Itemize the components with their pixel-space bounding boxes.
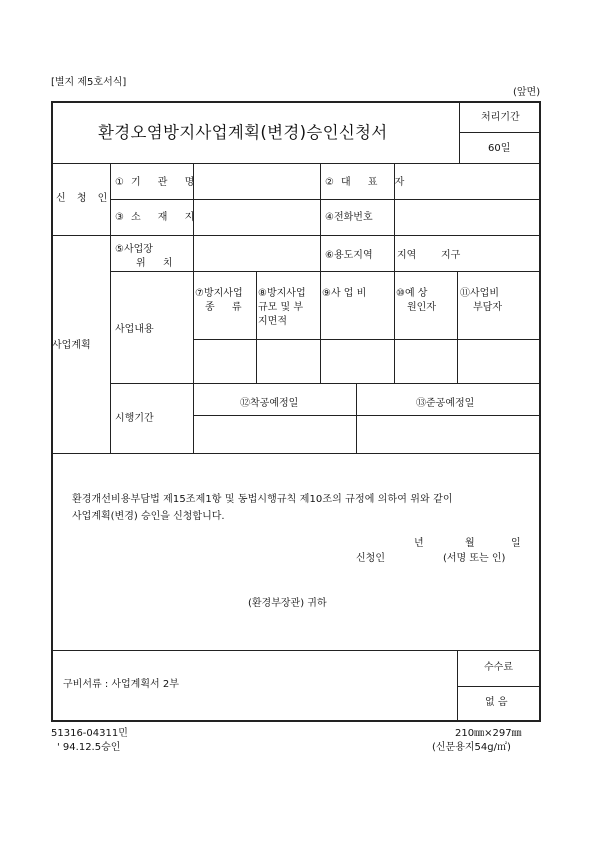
fee-label: 수수료 [484,662,513,673]
col8-label-2: 규모 및 부 [258,302,303,313]
content-col-5 [457,271,458,383]
zoning-area-label: 지역 [397,250,417,261]
year-label: 년 [414,538,424,549]
signature-placeholder: (서명 또는 인) [443,553,506,564]
page-side-label: (앞면) [513,87,541,98]
section-label-divider [110,163,111,453]
content-col-4 [394,271,395,383]
form-number: [별지 제5호서식] [51,77,127,88]
statement-line-1: 환경개선비용부담법 제15조제1항 및 동법시행규칙 제10조의 규정에 의하여 위와 같이 [72,494,453,505]
plan-section-label: 사업계획 [52,340,91,351]
content-col-1 [193,271,194,383]
location-label-2: 위 치 [136,258,180,269]
frame-left [51,101,53,722]
col10-label-2: 원인자 [407,302,436,313]
col11-label-1: ⑪사업비 [460,288,499,299]
attachment-row-top [51,650,541,651]
end-date-label: ⑬준공예정일 [416,398,475,409]
processing-label: 처리기간 [481,112,520,123]
paper-size: 210㎜×297㎜ [455,728,522,739]
start-date-label: ⑫착공예정일 [240,398,299,409]
col7-label-1: ⑦방지사업 [195,288,243,299]
form-title: 환경오염방지사업계획(변경)승인신청서 [98,123,388,142]
period-label-divider [193,383,194,453]
location-label-1: ⑤사업장 [115,244,153,255]
col9-label: ⑨사 업 비 [322,288,367,299]
fee-value: 없 음 [485,697,508,708]
plan-section-bottom [51,453,541,454]
month-label: 월 [465,538,475,549]
applicant-row-divider [110,199,540,200]
applicant-sign-label: 신청인 [356,553,385,564]
content-header-bottom [193,339,540,340]
zoning-label: ⑥용도지역 [325,250,373,261]
col8-label-3: 지면적 [258,316,287,327]
day-label: 일 [511,538,521,549]
processing-value: 60일 [488,143,511,154]
applicant-section-bottom [51,235,541,236]
content-row-bottom [110,383,540,384]
fee-row-divider [457,686,540,687]
processing-divider [459,132,540,133]
address-label: ③소 재 지 [115,212,202,223]
title-row-bottom [51,163,541,164]
approval-date: ' 94.12.5승인 [57,742,121,753]
attachments-text: 구비서류 : 사업계획서 2부 [63,679,179,690]
mid-divider [320,163,321,271]
content-col-3 [320,271,321,383]
col10-label-1: ⑩예 상 [396,288,428,299]
frame-right [539,101,541,722]
zoning-district-label: 지구 [441,250,461,261]
col8-label-1: ⑧방지사업 [258,288,306,299]
location-row-bottom [110,271,540,272]
content-label: 사업내용 [115,324,154,335]
applicant-section-label: 신 청 인 [56,193,112,204]
col11-label-2: 부담자 [473,302,502,313]
representative-label: ②대 표 자 [325,177,412,188]
content-col-2 [256,271,257,383]
col7-label-2: 종 류 [205,302,249,313]
statement-line-2: 사업계획(변경) 승인을 신청합니다. [72,511,225,522]
frame-top [51,101,541,103]
paper-spec: (신문용지54g/㎡) [432,742,511,753]
period-header-bottom [193,415,540,416]
period-label: 시행기간 [115,413,154,424]
phone-label: ④전화번호 [325,212,373,223]
form-code: 51316-04311민 [51,728,128,739]
org-name-label: ①기 관 명 [115,177,202,188]
frame-bottom [51,720,541,722]
period-mid-divider [356,383,357,453]
addressee: (환경부장관) 귀하 [248,598,327,609]
